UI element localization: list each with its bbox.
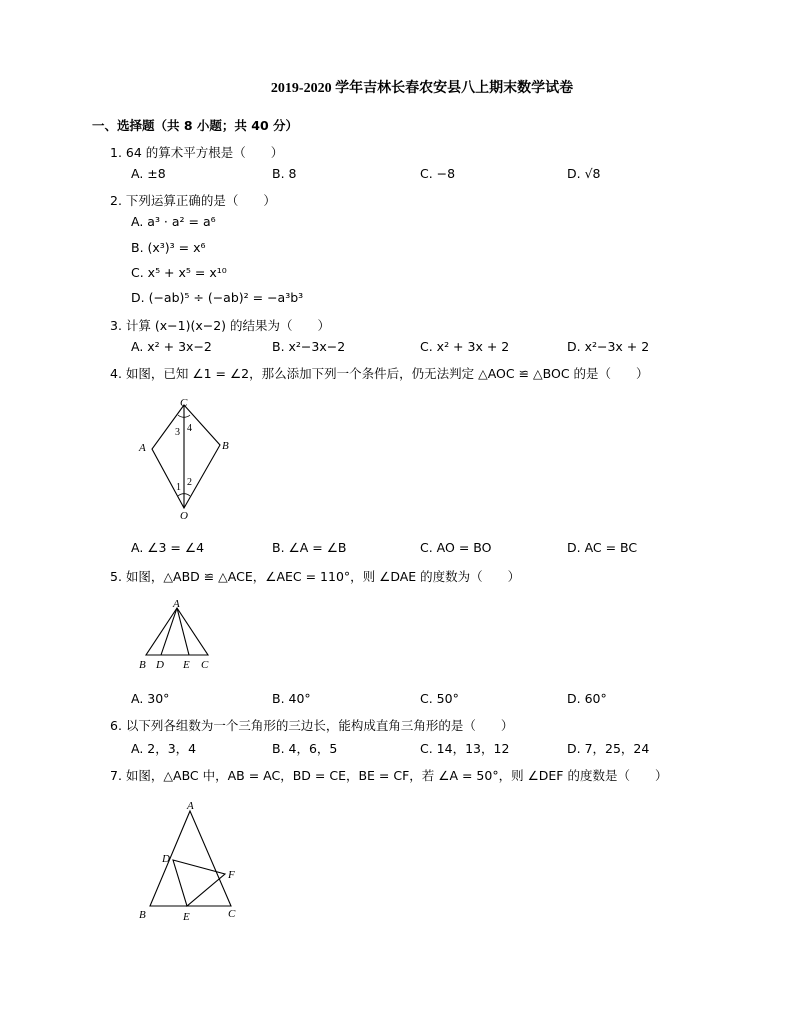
- question-7-stem: 7. 如图，△ABC 中，AB = AC，BD = CE，BE = CF，若 ∠A = 50°，则 ∠DEF 的度数是（ ）: [110, 768, 668, 783]
- q4-option-d: D. AC = BC: [567, 540, 638, 555]
- question-1-stem: 1. 64 的算术平方根是（ ）: [110, 145, 284, 160]
- q5-triangle-figure: [133, 596, 218, 674]
- q2-option-c: C. x⁵ + x⁵ = x¹⁰: [131, 265, 227, 280]
- q1-option-a: A. ±8: [131, 166, 166, 181]
- q4-kite-figure: [130, 393, 240, 523]
- q5-option-c: C. 50°: [420, 691, 459, 706]
- q3-option-d: D. x²−3x + 2: [567, 339, 650, 354]
- q7-label-d: D: [162, 853, 170, 865]
- q3-option-c: C. x² + 3x + 2: [420, 339, 510, 354]
- q4-option-a: A. ∠3 = ∠4: [131, 540, 205, 555]
- q6-option-a: A. 2，3，4: [131, 741, 197, 756]
- q4-option-b: B. ∠A = ∠B: [272, 540, 347, 555]
- q4-label-b: B: [222, 440, 229, 452]
- q5-label-d: D: [156, 659, 164, 671]
- q1-option-c: C. −8: [420, 166, 456, 181]
- q3-option-a: A. x² + 3x−2: [131, 339, 212, 354]
- q4-angle-3: 3: [175, 427, 180, 438]
- section-heading: 一、选择题（共 8 小题；共 40 分）: [92, 118, 299, 133]
- q1-option-d: D. √8: [567, 166, 601, 181]
- q5-label-b: B: [139, 659, 146, 671]
- q5-option-a: A. 30°: [131, 691, 170, 706]
- q7-triangle-figure: [133, 798, 243, 926]
- q2-option-a: A. a³ · a² = a⁶: [131, 214, 216, 229]
- question-6-stem: 6. 以下列各组数为一个三角形的三边长，能构成直角三角形的是（ ）: [110, 718, 514, 733]
- q6-option-d: D. 7，25，24: [567, 741, 650, 756]
- page-title: 2019-2020 学年吉林长春农安县八上期末数学试卷: [270, 81, 574, 96]
- question-4-stem: 4. 如图，已知 ∠1 = ∠2，那么添加下列一个条件后，仍无法判定 △AOC ≌ △BOC 的是（ ）: [110, 366, 649, 381]
- q4-label-a: A: [139, 442, 146, 454]
- q5-label-c: C: [201, 659, 209, 671]
- q7-label-f: F: [228, 869, 235, 881]
- q5-label-a: A: [173, 598, 180, 610]
- q4-angle-1: 1: [176, 482, 181, 493]
- q4-label-o: O: [180, 510, 188, 522]
- q4-angle-4: 4: [187, 423, 192, 434]
- q4-label-c: C: [180, 397, 188, 409]
- q5-label-e: E: [183, 659, 190, 671]
- q7-label-a: A: [187, 800, 194, 812]
- q5-option-d: D. 60°: [567, 691, 607, 706]
- q7-label-b: B: [139, 909, 146, 921]
- q2-option-d: D. (−ab)⁵ ÷ (−ab)² = −a³b³: [131, 290, 304, 305]
- q6-option-b: B. 4，6，5: [272, 741, 338, 756]
- q4-option-c: C. AO = BO: [420, 540, 492, 555]
- q2-option-b: B. (x³)³ = x⁶: [131, 240, 206, 255]
- q7-label-c: C: [228, 908, 236, 920]
- question-5-stem: 5. 如图，△ABD ≌ △ACE，∠AEC = 110°，则 ∠DAE 的度数为（ ）: [110, 569, 521, 584]
- q3-option-b: B. x²−3x−2: [272, 339, 346, 354]
- q5-option-b: B. 40°: [272, 691, 311, 706]
- q1-option-b: B. 8: [272, 166, 297, 181]
- q6-option-c: C. 14，13，12: [420, 741, 510, 756]
- question-3-stem: 3. 计算 (x−1)(x−2) 的结果为（ ）: [110, 318, 331, 333]
- question-2-stem: 2. 下列运算正确的是（ ）: [110, 193, 276, 208]
- q4-angle-2: 2: [187, 477, 192, 488]
- q7-label-e: E: [183, 911, 190, 923]
